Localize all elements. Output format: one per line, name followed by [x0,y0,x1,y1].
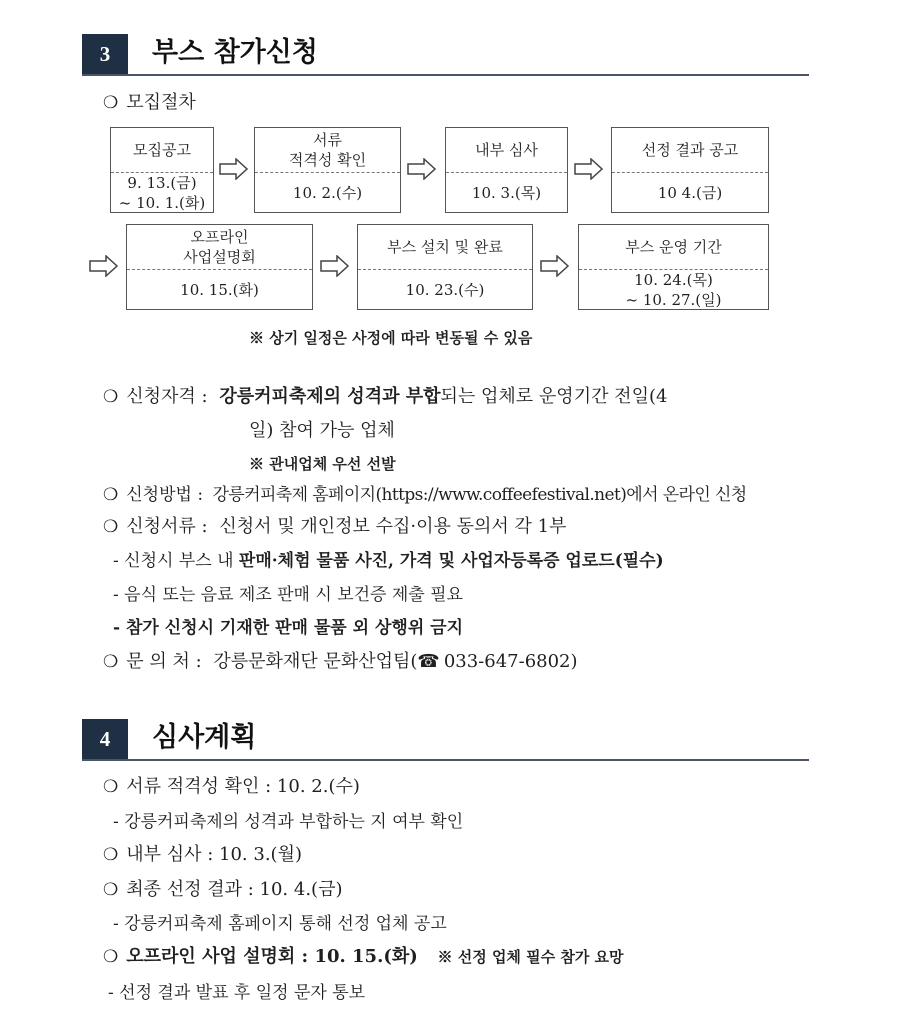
step-title: 내부 심사 [446,128,567,173]
section-3-header [82,34,809,76]
step-date: 9. 13.(금) ~ 10. 1.(화) [118,173,206,212]
step-title: 모집공고 [111,128,213,173]
step-date: 10. 15.(화) [180,280,259,299]
step-booth-setup [357,224,533,310]
step-title: 서류 적격성 확인 [255,128,400,173]
review-item-4: ❍ 오프라인 사업 설명회 : 10. 15.(화) ※ 선정 업체 필수 참가 요망 [103,946,624,967]
hollow-circle-icon: ❍ [103,652,119,672]
step-title: 부스 설치 및 완료 [358,225,532,270]
doc-detail-1: - 신청시 부스 내 판매·체험 물품 사진, 가격 및 사업자등록증 업로드(필수) [113,551,664,571]
section-title: 부스 참가신청 [152,37,318,68]
step-title: 선정 결과 공고 [612,128,768,173]
hollow-circle-icon: ❍ [103,93,119,113]
hollow-circle-icon: ❍ [103,517,119,537]
step-internal-review [445,127,568,213]
step-recruit-notice [110,127,214,213]
qualification-line: ❍ 신청자격 : 강릉커피축제의 성격과 부합되는 업체로 운영기간 전일(4 [103,386,668,407]
hollow-circle-icon: ❍ [103,845,119,865]
arrow-right-icon [407,158,437,180]
review-item-2: ❍ 내부 심사 : 10. 3.(월) [103,844,302,865]
hollow-circle-icon: ❍ [103,947,119,967]
arrow-right-icon [574,158,604,180]
section-4-header [82,719,809,761]
step-date: 10 4.(금) [657,183,723,202]
step-date: 10. 24.(목) ~ 10. 27.(일) [625,270,722,309]
review-item-1: ❍ 서류 적격성 확인 : 10. 2.(수) [103,776,360,797]
contact-line: ❍ 문 의 처 : 강릉문화재단 문화산업팀(☎ 033-647-6802) [103,651,578,672]
doc-detail-3: - 참가 신청시 기재한 판매 물품 외 상행위 금지 [113,618,463,638]
section-number: 4 [82,719,128,759]
schedule-note: ※ 상기 일정은 사정에 따라 변동될 수 있음 [249,329,533,347]
method-line: ❍ 신청방법 : 강릉커피축제 홈페이지(https://www.coffeefestival.net)에서 온라인 신청 [103,485,747,505]
section-title: 심사계획 [152,722,257,753]
qualification-cont: 일) 참여 가능 업체 [249,420,395,441]
review-item-4-sub: - 선정 결과 발표 후 일정 문자 통보 [108,983,366,1003]
doc-detail-2: - 음식 또는 음료 제조 판매 시 보건증 제출 필요 [113,585,463,605]
review-item-3-sub: - 강릉커피축제 홈페이지 통해 선정 업체 공고 [113,914,447,934]
arrow-right-icon [320,255,350,277]
step-date: 10. 3.(목) [471,183,542,202]
step-booth-operation [578,224,769,310]
procedure-label: ❍ 모집절차 [103,92,196,113]
documents-line: ❍ 신청서류 : 신청서 및 개인정보 수집·이용 동의서 각 1부 [103,516,567,537]
hollow-circle-icon: ❍ [103,880,119,900]
arrow-right-icon [540,255,570,277]
qualification-note: ※ 관내업체 우선 선발 [249,455,396,473]
step-date: 10. 23.(수) [405,280,485,299]
section-number: 3 [82,34,128,74]
hollow-circle-icon: ❍ [103,387,119,407]
step-result-notice [611,127,769,213]
hollow-circle-icon: ❍ [103,485,119,505]
step-document-check [254,127,401,213]
step-title: 오프라인 사업설명회 [127,225,312,270]
review-item-1-sub: - 강릉커피축제의 성격과 부합하는 지 여부 확인 [113,812,464,832]
step-title: 부스 운영 기간 [579,225,768,270]
arrow-right-icon [219,158,249,180]
hollow-circle-icon: ❍ [103,777,119,797]
phone-icon: ☎ [417,651,440,672]
step-date: 10. 2.(수) [292,183,363,202]
step-offline-briefing [126,224,313,310]
arrow-right-icon [89,255,119,277]
review-item-4-note: ※ 선정 업체 필수 참가 요망 [437,948,624,966]
review-item-3: ❍ 최종 선정 결과 : 10. 4.(금) [103,879,343,900]
